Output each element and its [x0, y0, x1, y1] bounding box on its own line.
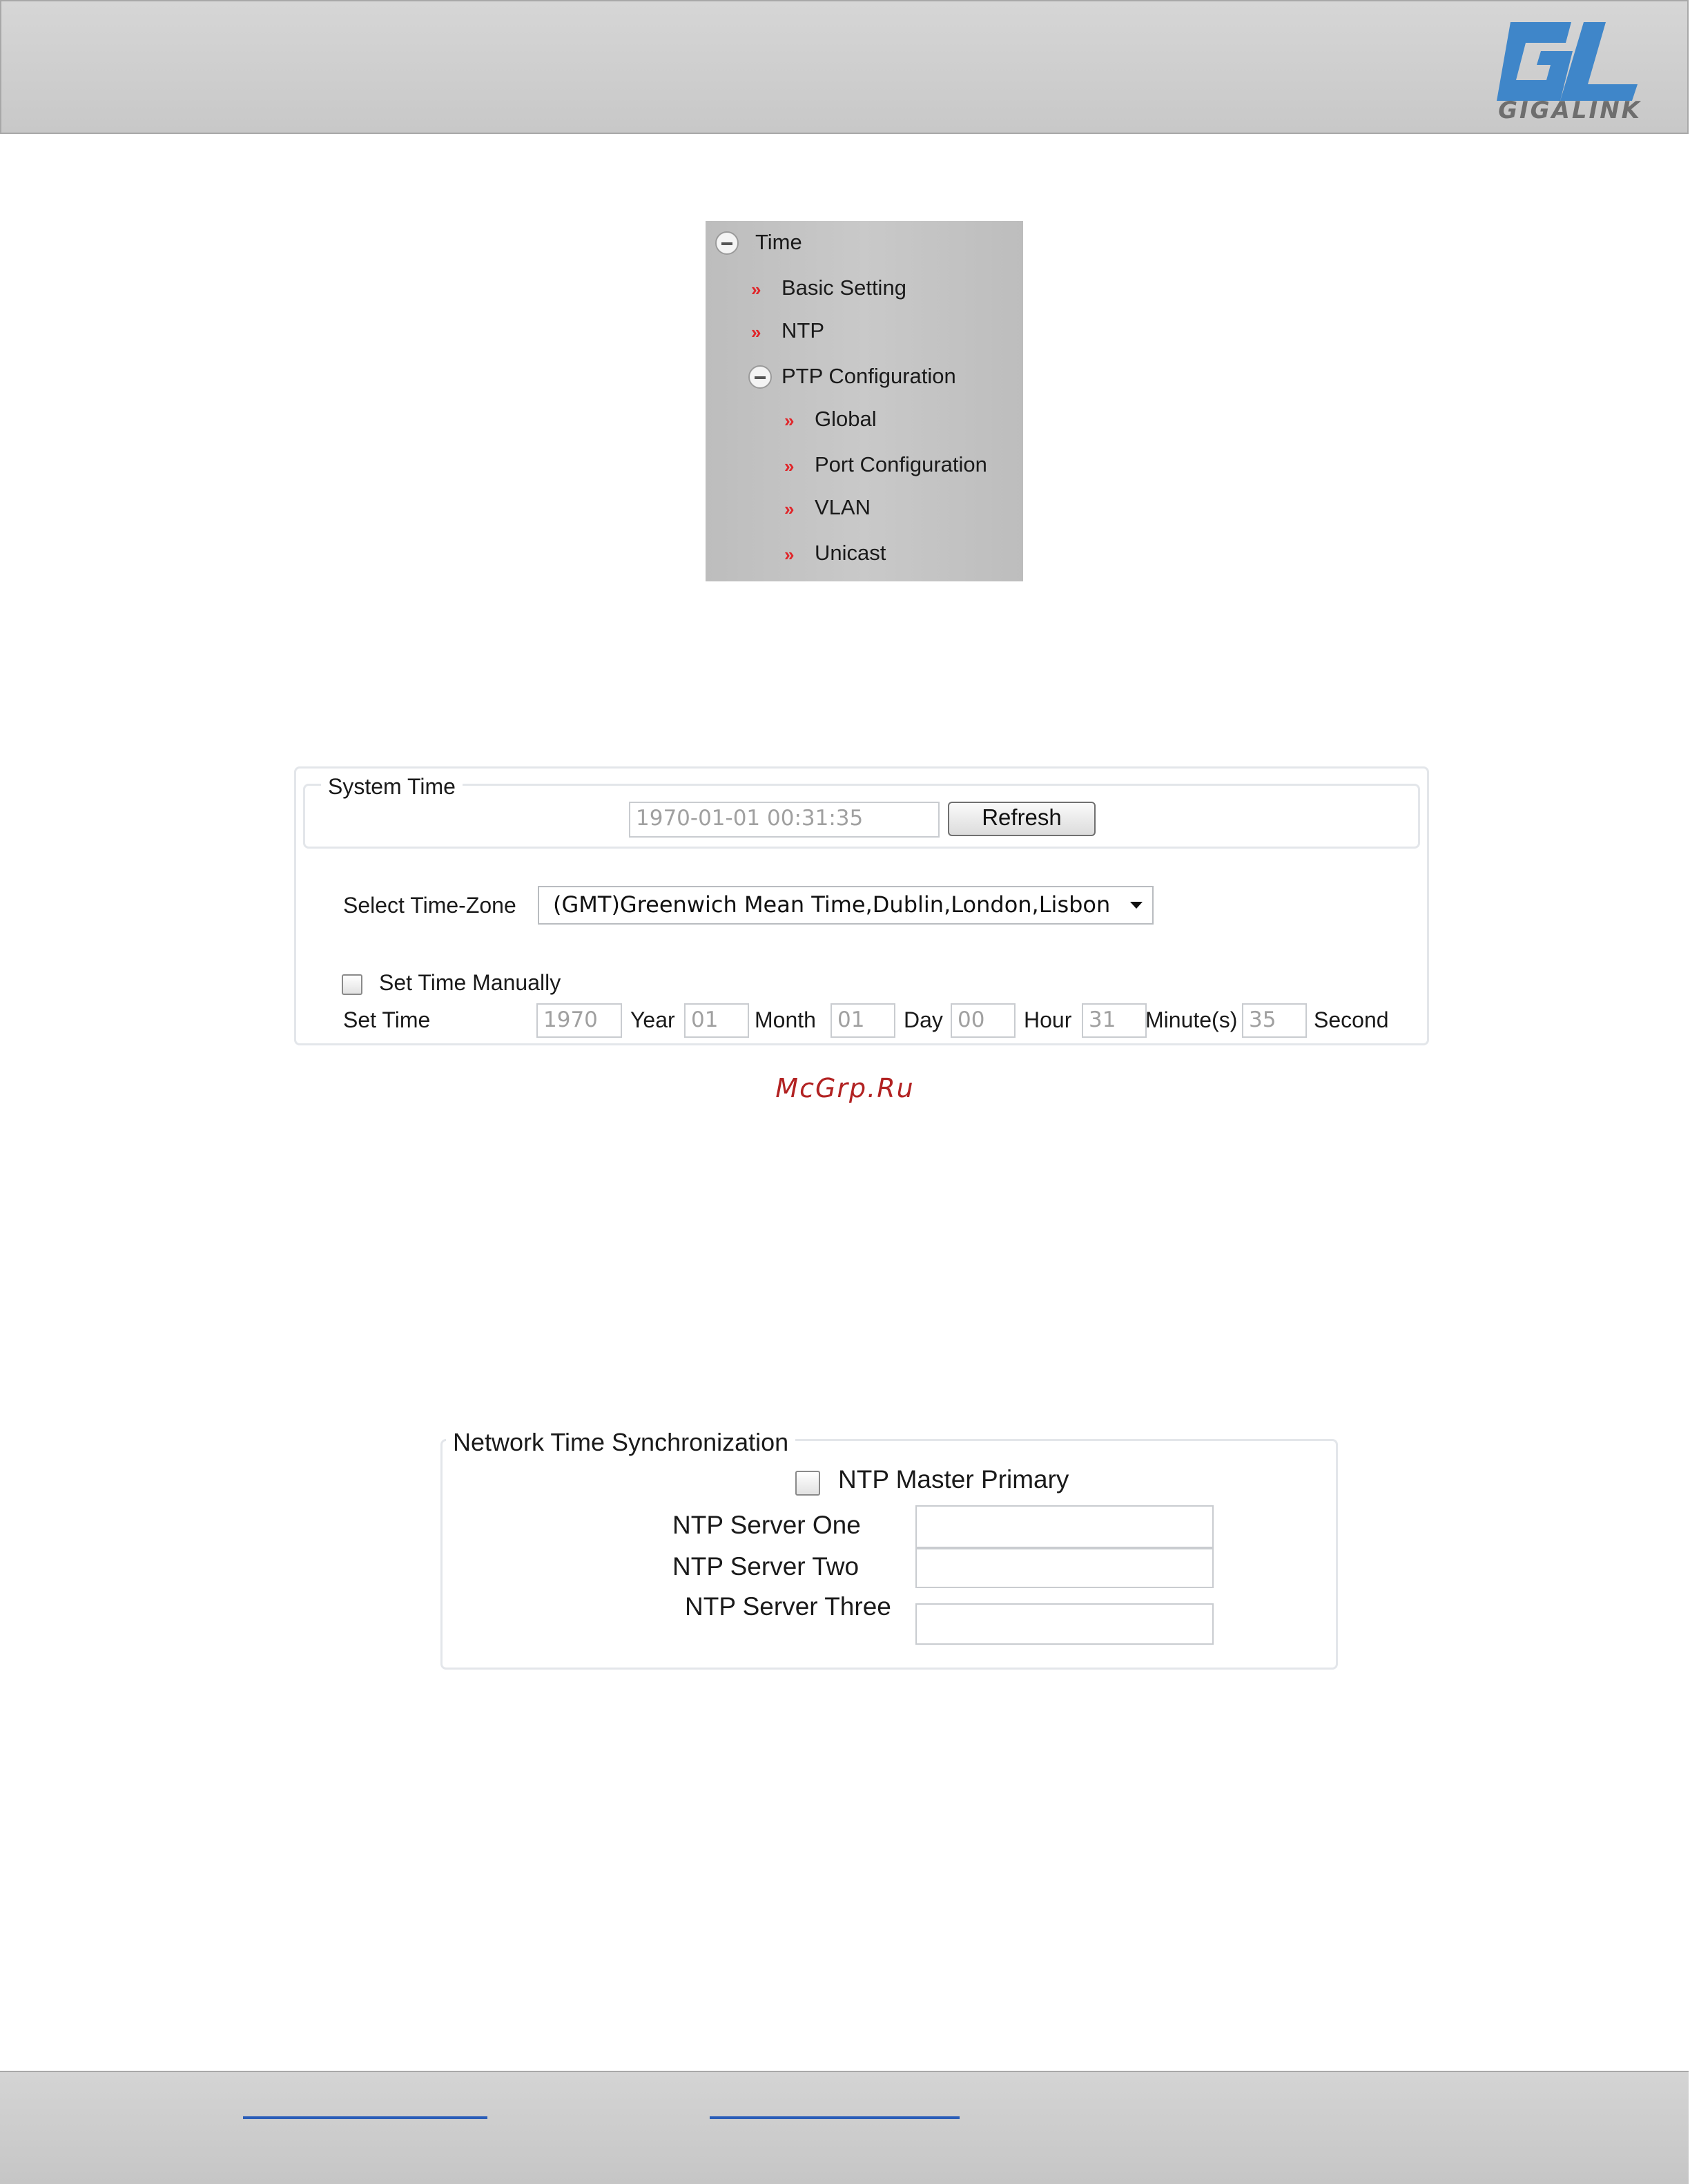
year-field[interactable]: 1970 [536, 1003, 622, 1038]
tree-item-ptp-configuration[interactable]: PTP Configuration [748, 359, 1018, 394]
system-time-panel [294, 766, 1429, 1045]
current-time-field[interactable]: 1970-01-01 00:31:35 [629, 802, 940, 838]
ntp-master-primary-checkbox[interactable] [795, 1471, 820, 1496]
timezone-select[interactable]: (GMT)Greenwich Mean Time,Dublin,London,Lisbon [538, 886, 1154, 925]
ntp-server-three-input[interactable] [915, 1603, 1214, 1645]
double-arrow-icon: » [784, 499, 790, 519]
ntp-server-three-label: NTP Server Three [685, 1592, 891, 1621]
tree-item-vlan[interactable]: » VLAN [784, 490, 1019, 525]
refresh-button[interactable]: Refresh [948, 802, 1096, 836]
minute-label: Minute(s) [1145, 1007, 1238, 1032]
ntp-server-two-input[interactable] [915, 1548, 1214, 1588]
ntp-server-one-label: NTP Server One [672, 1511, 861, 1539]
collapse-icon[interactable] [715, 231, 739, 255]
day-field[interactable]: 01 [831, 1003, 895, 1038]
logo-brand-text: GIGALINK [1498, 97, 1642, 124]
system-time-legend: System Time [321, 774, 463, 800]
collapse-icon[interactable] [748, 365, 772, 389]
second-field[interactable]: 35 [1242, 1003, 1307, 1038]
tree-item-global[interactable]: » Global [784, 402, 1019, 436]
ntp-server-two-label: NTP Server Two [672, 1552, 859, 1581]
second-label: Second [1314, 1007, 1389, 1032]
double-arrow-icon: » [784, 544, 790, 565]
page-header [0, 0, 1689, 134]
set-time-label: Set Time [343, 1007, 431, 1032]
month-field[interactable]: 01 [684, 1003, 749, 1038]
minute-field[interactable]: 31 [1082, 1003, 1147, 1038]
tree-item-time[interactable]: Time [715, 225, 1005, 260]
set-time-manually-checkbox[interactable] [342, 974, 362, 995]
footer-link-left[interactable] [243, 2116, 487, 2119]
day-label: Day [904, 1007, 943, 1032]
tree-item-unicast[interactable]: » Unicast [784, 536, 1019, 570]
hour-label: Hour [1024, 1007, 1072, 1032]
tree-item-ntp[interactable]: » NTP [751, 313, 1013, 348]
watermark-text: McGrp.Ru [775, 1073, 915, 1103]
dropdown-arrow-icon [1130, 902, 1143, 909]
month-label: Month [755, 1007, 816, 1032]
ntp-master-primary-label: NTP Master Primary [838, 1465, 1069, 1494]
ntp-server-one-input[interactable] [915, 1505, 1214, 1548]
footer-link-right[interactable] [710, 2116, 960, 2119]
double-arrow-icon: » [751, 322, 757, 342]
double-arrow-icon: » [784, 456, 790, 476]
set-time-manually-label: Set Time Manually [379, 970, 561, 995]
year-label: Year [630, 1007, 675, 1032]
tree-item-port-configuration[interactable]: » Port Configuration [784, 447, 1019, 482]
timezone-label: Select Time-Zone [343, 893, 516, 918]
double-arrow-icon: » [751, 279, 757, 300]
page-footer [0, 2071, 1689, 2184]
hour-field[interactable]: 00 [951, 1003, 1016, 1038]
tree-item-basic-setting[interactable]: » Basic Setting [751, 271, 1013, 305]
double-arrow-icon: » [784, 410, 790, 431]
ntp-legend: Network Time Synchronization [446, 1428, 795, 1457]
time-menu-tree [706, 221, 1023, 581]
